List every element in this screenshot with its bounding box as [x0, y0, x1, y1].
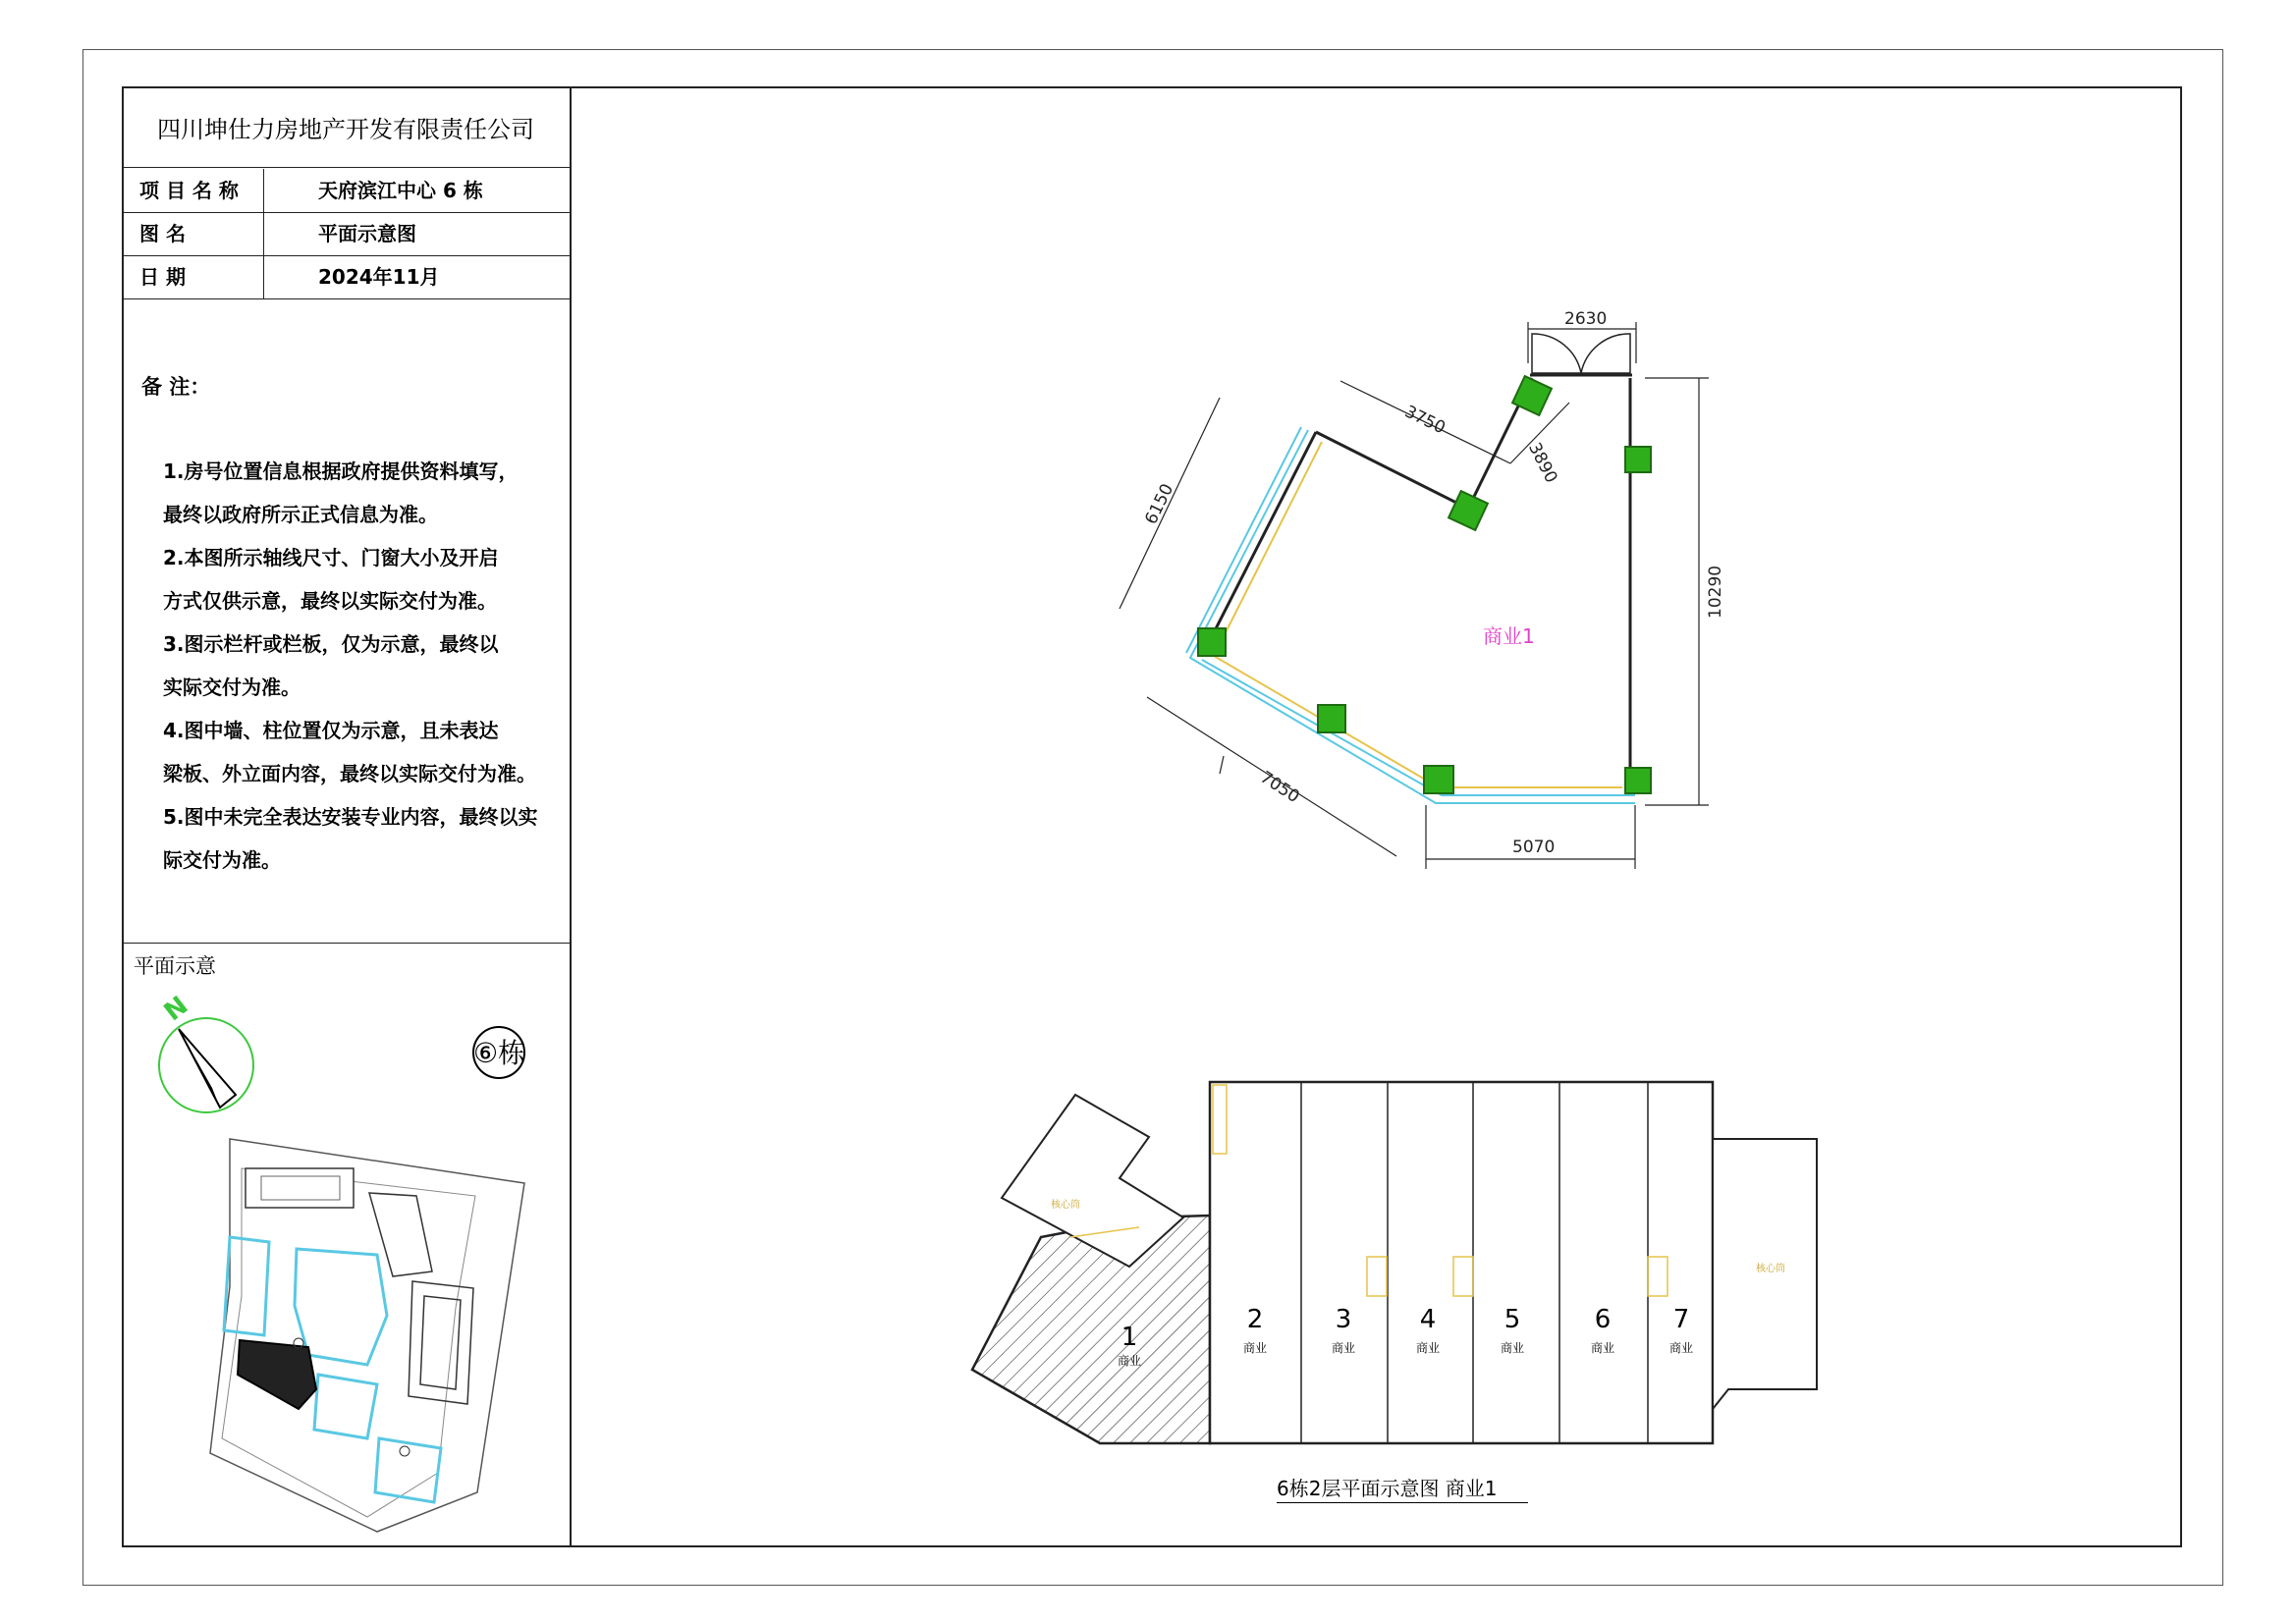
unit-5-number: 5 — [1503, 1305, 1521, 1334]
dim-3750: 3750 — [1401, 402, 1449, 439]
note-line: 实际交付为准。 — [163, 676, 301, 699]
date-value: 2024年11月 — [318, 265, 440, 289]
unit-2-use: 商业 — [1242, 1341, 1268, 1355]
unit-2-number: 2 — [1246, 1305, 1264, 1334]
unit-1-number: 1 — [1121, 1323, 1138, 1352]
note-line: 3.图示栏杆或栏板，仅为示意，最终以 — [163, 632, 499, 656]
unit-1-hatched — [972, 1216, 1210, 1443]
note-line: 1.房号位置信息根据政府提供资料填写， — [163, 460, 519, 483]
dim-7050: 7050 — [1256, 767, 1303, 808]
note-line: 梁板、外立面内容，最终以实际交付为准。 — [163, 762, 536, 785]
caption-underline — [1277, 1502, 1528, 1503]
info-row-date — [122, 255, 570, 298]
note-line: 5.图中未完全表达安装专业内容，最终以实 — [163, 805, 538, 829]
info-row-drawing-name — [122, 212, 570, 255]
drawing-name-label: 图 名 — [139, 222, 186, 245]
date-label: 日 期 — [139, 265, 186, 289]
core-label-right: 核心筒 — [1756, 1264, 1785, 1274]
drawing-name-value: 平面示意图 — [318, 222, 416, 245]
note-line: 2.本图所示轴线尺寸、门窗大小及开启 — [163, 546, 499, 569]
project-value: 天府滨江中心 6 栋 — [318, 179, 483, 202]
building-6-highlight — [238, 1340, 316, 1409]
note-line: 方式仅供示意，最终以实际交付为准。 — [163, 589, 497, 613]
unit-3-number: 3 — [1335, 1305, 1352, 1334]
unit-3-use: 商业 — [1331, 1341, 1356, 1355]
room-label: 商业1 — [1483, 624, 1535, 648]
core-left — [1002, 1095, 1183, 1267]
unit-6-number: 6 — [1594, 1305, 1612, 1334]
dim-3890: 3890 — [1524, 439, 1561, 487]
company-name: 四川坤仕力房地产开发有限责任公司 — [157, 115, 534, 143]
site-plan-title: 平面示意 — [134, 954, 216, 978]
info-row-project — [122, 169, 570, 212]
dim-10290: 10290 — [1706, 565, 1725, 619]
floor-plan-caption: 6栋2层平面示意图 商业1 — [1277, 1477, 1498, 1500]
site-plan — [122, 943, 570, 1547]
dim-5070: 5070 — [1512, 838, 1556, 857]
unit-7-use: 商业 — [1668, 1341, 1694, 1355]
core-label-left: 核心筒 — [1051, 1200, 1080, 1211]
unit-4-use: 商业 — [1415, 1341, 1441, 1355]
note-line: 际交付为准。 — [163, 848, 281, 872]
dim-2630: 2630 — [1564, 309, 1608, 329]
unit-6-use: 商业 — [1590, 1341, 1615, 1355]
unit-plan — [1080, 295, 1787, 903]
floor-plan — [953, 1070, 1836, 1463]
unit-1-use: 商业 — [1117, 1354, 1142, 1368]
dim-6150: 6150 — [1141, 480, 1178, 528]
unit-4-number: 4 — [1419, 1305, 1437, 1334]
project-label: 项 目 名 称 — [139, 179, 239, 202]
north-arrow-icon — [159, 991, 253, 1112]
note-line: 最终以政府所示正式信息为准。 — [163, 503, 438, 526]
building-tag: ⑥栋 — [473, 1037, 526, 1069]
notes-title: 备 注： — [141, 375, 211, 399]
unit-7-number: 7 — [1672, 1305, 1690, 1334]
north-label: N — [158, 991, 194, 1028]
note-line: 4.图中墙、柱位置仅为示意，且未表达 — [163, 719, 499, 742]
unit-5-use: 商业 — [1500, 1341, 1525, 1355]
